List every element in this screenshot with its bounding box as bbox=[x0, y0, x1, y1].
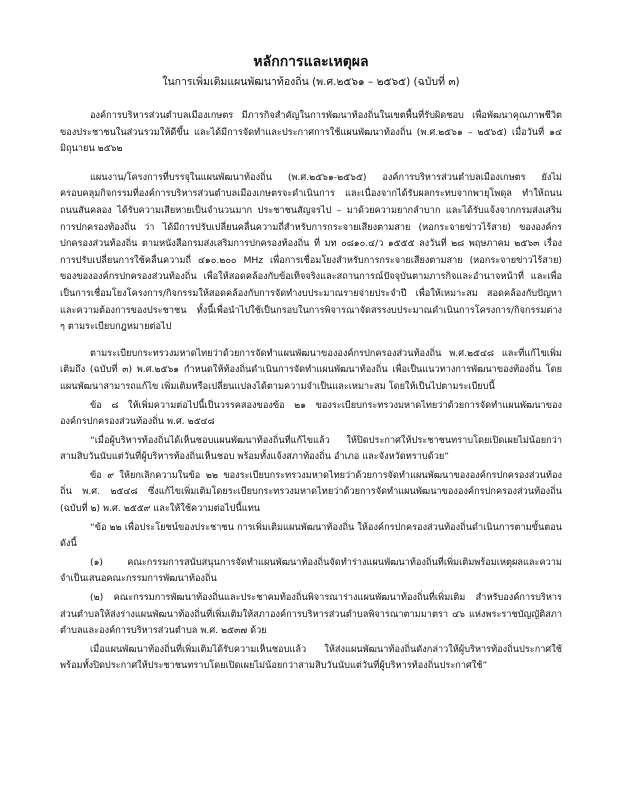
document-subtitle: ในการเพิ่มเติมแผนพัฒนาท้องถิ่น (พ.ศ.๒๕๖๑ – ๒๕๖๕) (ฉบับที่ ๓) bbox=[162, 76, 460, 88]
paragraph-step-2: (๒) คณะกรรมการพัฒนาท้องถิ่นและประชาคมท้องถิ่นพิจารณาร่างแผนพัฒนาท้องถิ่นที่เพิ่มเติม สำหรับองค์การบริหารส่วนตำบลให้ส่งร่างแผนพัฒนาท้องถิ่นที่เพิ่มเติมให้สภาองค์การบริหารส่วนตำบลพิจารณาตามมาตรา ๔๖ แห่งพระราชบัญญัติสภาตำบลและองค์การบริหารส่วนตำบล พ.ศ. ๒๕๓๗ ด้วย bbox=[60, 592, 562, 637]
paragraph-clause-8: ข้อ ๘ ให้เพิ่มความต่อไปนี้เป็นวรรคสองของข้อ ๒๑ ของระเบียบกระทรวงมหาดไทยว่าด้วยการจัดทำแผนพัฒนาขององค์กรปกครองส่วนท้องถิ่น พ.ศ. ๒๕๔๘ bbox=[60, 399, 562, 428]
document-title: หลักการและเหตุผล bbox=[253, 54, 369, 70]
paragraph-regulation: ตามระเบียบกระทรวงมหาดไทยว่าด้วยการจัดทำแผนพัฒนาขององค์กรปกครองส่วนท้องถิ่น พ.ศ.๒๕๔๘ และที่แก้ไขเพิ่มเติมถึง (ฉบับที่ ๓) พ.ศ.๒๕๖๑ กำหนดให้ท้องถิ่นดำเนินการจัดทำแผนพัฒนาท้องถิ่น เพื่อเป็นแนวทางการพัฒนาของท้องถิ่น โดยแผนพัฒนาสามารถแก้ไข เพิ่มเติมหรือเปลี่ยนแปลงได้ตามความจำเป็นและเหมาะสม โดยให้เป็นไปตามระเบียบนี้ bbox=[60, 347, 562, 392]
paragraph-clause-8-quote: “เมื่อผู้บริหารท้องถิ่นได้เห็นชอบแผนพัฒนาท้องถิ่นที่แก้ไขแล้ว ให้ปิดประกาศให้ประชาชนทราบโดยเปิดเผยไม่น้อยกว่าสามสิบวันนับแต่วันที่ผู้บริหารท้องถิ่นเห็นชอบ พร้อมทั้งแจ้งสภาท้องถิ่น อำเภอ และจังหวัดทราบด้วย” bbox=[60, 434, 562, 463]
paragraph-clause-9: ข้อ ๙ ให้ยกเลิกความในข้อ ๒๒ ของระเบียบกระทรวงมหาดไทยว่าด้วยการจัดทำแผนพัฒนาขององค์กรปกครองส่วนท้องถิ่น พ.ศ. ๒๕๔๘ ซึ่งแก้ไขเพิ่มเติมโดยระเบียบกระทรวงมหาดไทยว่าด้วยการจัดทำแผนพัฒนาขององค์กรปกครองส่วนท้องถิ่น (ฉบับที่ ๒) พ.ศ. ๒๕๕๙ และให้ใช้ความต่อไปนี้แทน bbox=[60, 469, 562, 515]
paragraph-projects: แผนงาน/โครงการที่บรรจุในแผนพัฒนาท้องถิ่น (พ.ศ.๒๕๖๑-๒๕๖๕) องค์การบริหารส่วนตำบลเมืองเกษตร ยังไม่ครอบคลุมกิจกรรมที่องค์การบริหารส่วนตำบลเมืองเกษตรจะดำเนินการ และเนื่องจากได้รับผลกระทบจากพายุโพดุล ทำให้ถนน ถนนสันคลอง ได้รับความเสียหายเป็นจำนวนมาก ประชาชนสัญจรไป – มาด้วยความยากลำบาก และได้รับแจ้งจากกรมส่งเสริมการปกครองท้องถิ่น ว่า ได้มีการปรับเปลี่ยนคลื่นความถี่สำหรับการกระจายเสียงตามสาย (หอกระจายข่าวไร้สาย) ขององค์กรปกครองส่วนท้องถิ่น ตามหนังสือกรมส่งเสริมการปกครองท้องถิ่น ที่ มท ๐๘๑๐.๔/ว ๑๕๕๕ ลงวันที่ ๒๘ พฤษภาคม ๒๕๖๓ เรื่อง การปรับเปลี่ยนการใช้คลื่นความถี่ ๔๑๐.๒๐๐ MHz เพื่อการเชื่อมโยงสำหรับการกระจายเสียงตามสาย (หอกระจายข่าวไร้สาย) ของขององค์กรปกครองส่วนท้องถิ่น เพื่อให้สอดคล้องกับข้อเท็จจริงและสถานการณ์ปัจจุบันตามภารกิจและอำนาจหน้าที่ และเพื่อเป็นการเชื่อมโยงโครงการ/กิจกรรมให้สอดคล้องกับการจัดทำงบประมาณรายจ่ายประจำปี เพื่อให้เหมาะสม สอดคล้องกับปัญหาและความต้องการของประชาชน ทั้งนี้เพื่อนำไปใช้เป็นกรอบในการพิจารณาจัดสรรงบประมาณดำเนินการโครงการ/กิจกรรมต่าง ๆ ตามระเบียบกฎหมายต่อไป bbox=[60, 171, 562, 333]
paragraph-intro: องค์การบริหารส่วนตำบลเมืองเกษตร มีภารกิจสำคัญในการพัฒนาท้องถิ่นในเขตพื้นที่รับผิดชอบ เพื่อพัฒนาคุณภาพชีวิตของประชาชนในส่วนรวมให้ดีขึ้น และได้มีการจัดทำและประกาศการใช้แผนพัฒนาท้องถิ่น (พ.ศ.๒๕๖๑ – ๒๕๖๕) เมื่อวันที่ ๑๔ มิถุนายน ๒๕๖๒ bbox=[60, 110, 562, 155]
paragraph-clause-22: “ข้อ ๒๒ เพื่อประโยชน์ของประชาชน การเพิ่มเติมแผนพัฒนาท้องถิ่น ให้องค์กรปกครองส่วนท้องถิ่นดำเนินการตามขั้นตอน ดังนี้ bbox=[60, 521, 562, 550]
paragraph-step-1: (๑) คณะกรรมการสนับสนุนการจัดทำแผนพัฒนาท้องถิ่นจัดทำร่างแผนพัฒนาท้องถิ่นที่เพิ่มเติมพร้อมเหตุผลและความจำเป็นเสนอคณะกรรมการพัฒนาท้องถิ่น bbox=[60, 556, 562, 585]
paragraph-final: เมื่อแผนพัฒนาท้องถิ่นที่เพิ่มเติมได้รับความเห็นชอบแล้ว ให้ส่งแผนพัฒนาท้องถิ่นดังกล่าวให้ผู้บริหารท้องถิ่นประกาศใช้ พร้อมทั้งปิดประกาศให้ประชาชนทราบโดยเปิดเผยไม่น้อยกว่าสามสิบวันนับแต่วันที่ผู้บริหารท้องถิ่นประกาศใช้” bbox=[60, 643, 562, 672]
